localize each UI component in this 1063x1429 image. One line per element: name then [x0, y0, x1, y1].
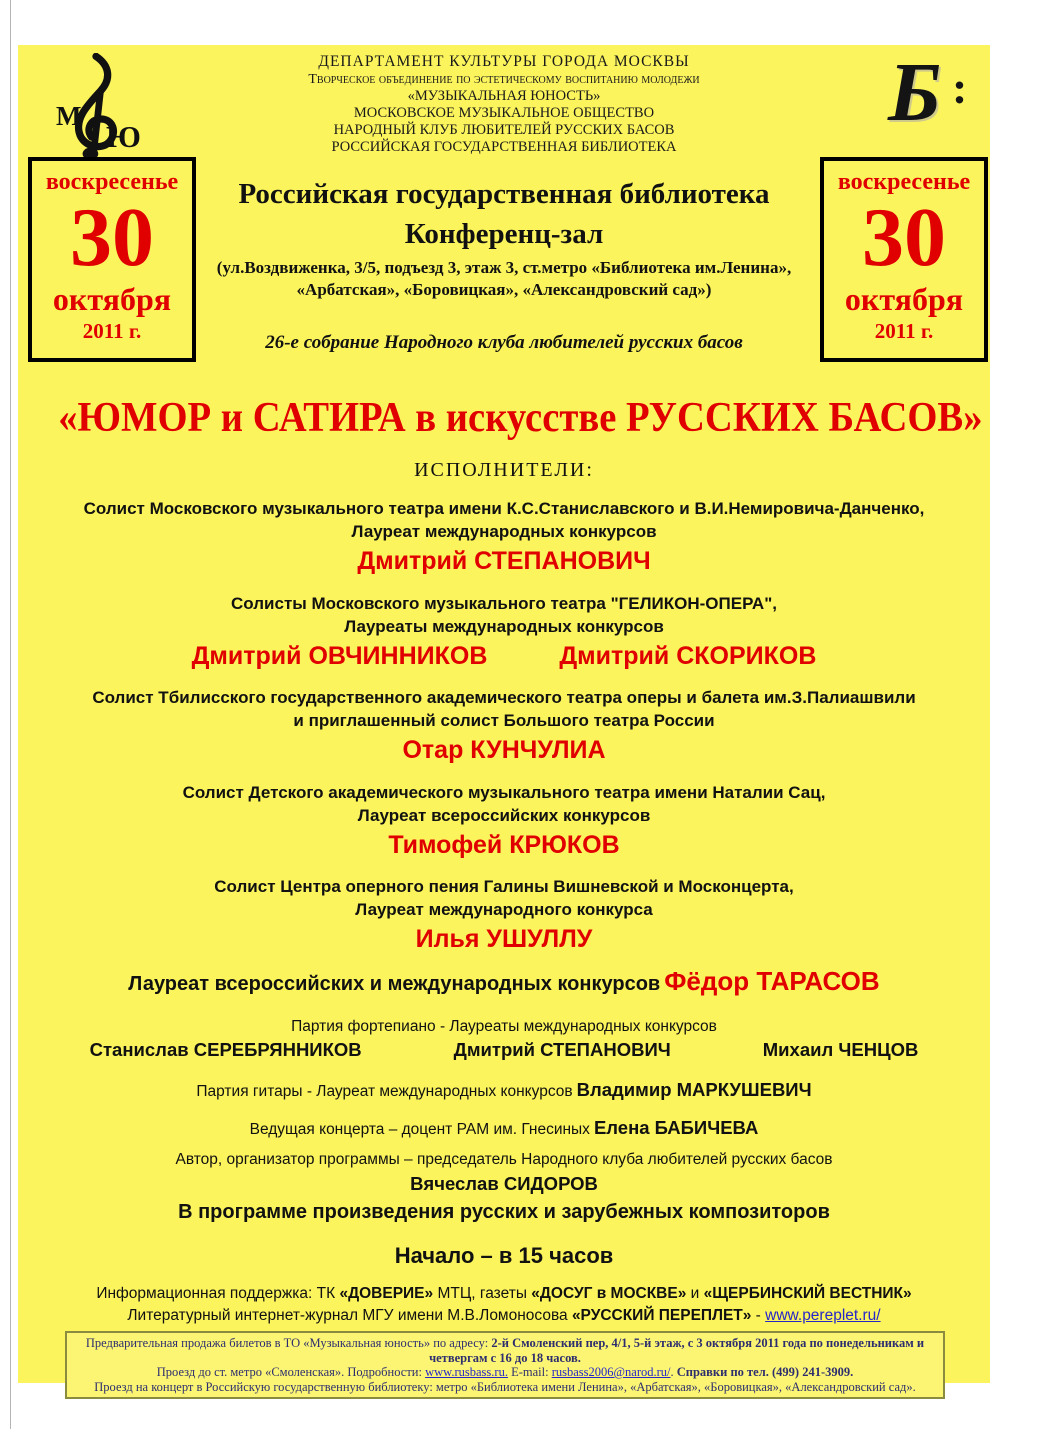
performer-block-ushullu: [18, 875, 990, 954]
concert-title: [18, 394, 990, 442]
venue-name: Российская государственная библиотека: [238, 178, 770, 210]
year-label: 2011 г.: [874, 319, 934, 343]
guitar-part-label: Партия гитары - Лауреат международных конкурсов: [196, 1083, 573, 1100]
organizer-line: МОСКОВСКОЕ МУЗЫКАЛЬНОЕ ОБЩЕСТВО: [353, 105, 655, 121]
author-name: Вячеслав СИДОРОВ: [410, 1173, 598, 1194]
ticket-phone-bold: Справки по тел. (499) 241-3909.: [676, 1365, 854, 1379]
performer-name: Илья УШУЛЛУ: [415, 925, 593, 953]
concert-poster: [18, 45, 990, 1394]
support-text: Информационная поддержка: ТК: [96, 1285, 340, 1302]
concert-title-text: «ЮМОР и САТИРА в искусстве РУССКИХ БАСОВ»: [58, 395, 983, 441]
performer-name: Фёдор ТАРАСОВ: [664, 966, 880, 996]
performer-desc: Солист Детского академического музыкального театра имени Наталии Сац,: [182, 783, 826, 802]
start-time: Начало – в 15 часов: [394, 1243, 614, 1268]
venue-hall: Конференц-зал: [404, 218, 604, 250]
piano-names-row: [18, 1039, 990, 1061]
email-link[interactable]: rusbass2006@narod.ru/: [551, 1365, 671, 1379]
performer-desc: и приглашенный солист Большого театра России: [293, 711, 715, 730]
media-support-line2: [18, 1305, 990, 1327]
support-media-name: «РУССКИЙ ПЕРЕПЛЕТ»: [571, 1307, 752, 1324]
page-edge-line: [10, 0, 11, 1429]
performer-desc: Лауреат международных конкурсов: [351, 522, 657, 541]
performer-name: Дмитрий СКОРИКОВ: [559, 642, 817, 670]
performer-block-kunchulia: [18, 686, 990, 765]
guitarist-name: Владимир МАРКУШЕВИЧ: [576, 1079, 812, 1100]
logo-letter-yu: Ю: [106, 119, 141, 154]
organizer-line: ДЕПАРТАМЕНТ КУЛЬТУРЫ ГОРОДА МОСКВЫ: [318, 53, 690, 70]
venue-address-line2: «Арбатская», «Боровицкая», «Александровский сад»): [296, 280, 712, 299]
bass-clef-dots-icon: :: [952, 62, 968, 113]
support-media-name: «ДОСУГ в МОСКВЕ»: [531, 1285, 687, 1302]
performer-name: Дмитрий СТЕПАНОВИЧ: [357, 547, 651, 575]
month-label: октября: [52, 281, 172, 317]
support-media-name: «ДОВЕРИЕ»: [339, 1285, 434, 1302]
ticket-info-box: [65, 1331, 945, 1399]
ticket-text: E-mail:: [507, 1365, 552, 1379]
host-label: Ведущая концерта – доцент РАМ им. Гнесиных: [249, 1121, 590, 1138]
performer-desc: Солист Тбилисского государственного академического театра оперы и балета им.З.Палиашвили: [92, 688, 916, 707]
ticket-address-bold: 2-й Смоленский пер, 4/1, 5-й этаж, с 3 октября 2011 года по понедельникам и четвергам с 16 до 18 часов.: [429, 1336, 925, 1365]
media-support-line1: [18, 1283, 990, 1305]
ticket-text: Проезд до ст. метро «Смоленская». Подробности:: [156, 1365, 426, 1379]
support-text: Литературный интернет-журнал МГУ имени М.В.Ломоносова: [127, 1307, 572, 1324]
support-text: МТЦ, газеты: [433, 1285, 532, 1302]
host-line: [18, 1117, 990, 1140]
performer-name: Тимофей КРЮКОВ: [388, 831, 620, 859]
organizer-line: НАРОДНЫЙ КЛУБ ЛЮБИТЕЛЕЙ РУССКИХ БАСОВ: [333, 122, 675, 138]
performers-heading: ИСПОЛНИТЕЛИ:: [414, 459, 594, 481]
day-number: 30: [70, 191, 154, 284]
performer-desc: Солист Московского музыкального театра имени К.С.Станиславского и В.И.Немировича-Данченко,: [83, 499, 925, 518]
rusbass-link[interactable]: www.rusbass.ru.: [425, 1365, 508, 1379]
organizer-line: РОССИЙСКАЯ ГОСУДАРСТВЕННАЯ БИБЛИОТЕКА: [331, 139, 677, 155]
year-label: 2011 г.: [82, 319, 142, 343]
guitar-part-line: [18, 1079, 990, 1102]
ticket-line2: [72, 1365, 938, 1380]
performer-block-stepanovich: [18, 497, 990, 576]
program-note: В программе произведения русских и зарубежных композиторов: [178, 1201, 830, 1223]
logo-letter-m: М: [56, 101, 82, 131]
piano-part-label: Партия фортепиано - Лауреаты международных конкурсов: [291, 1018, 717, 1035]
performer-desc: Лауреат всероссийских и международных конкурсов: [128, 973, 661, 995]
performer-block-kryukov: [18, 781, 990, 860]
performer-block-tarasov: [18, 966, 990, 997]
weekday-label: воскресенье: [45, 169, 179, 195]
weekday-label: воскресенье: [837, 169, 971, 195]
pereplet-link[interactable]: www.pereplet.ru/: [765, 1307, 881, 1324]
organizer-line: «МУЗЫКАЛЬНАЯ ЮНОСТЬ»: [407, 88, 601, 104]
host-name: Елена БАБИЧЕВА: [593, 1117, 759, 1138]
organizers-block: [18, 53, 990, 156]
support-text: и: [686, 1285, 704, 1302]
month-label: октября: [844, 281, 964, 317]
ticket-text: .: [670, 1365, 677, 1379]
pianist-name: Станислав СЕРЕБРЯННИКОВ: [89, 1039, 362, 1060]
performer-desc: Лауреат всероссийских конкурсов: [357, 806, 651, 825]
performer-name: Дмитрий ОВЧИННИКОВ: [191, 642, 488, 670]
performer-block-helikon: [18, 592, 990, 671]
performer-desc: Солист Центра оперного пения Галины Вишневской и Москонцерта,: [214, 877, 794, 896]
day-number: 30: [862, 191, 946, 284]
library-logo-letter: Б: [888, 46, 942, 139]
support-media-name: «ЩЕРБИНСКИЙ ВЕСТНИК»: [703, 1285, 912, 1302]
author-label: Автор, организатор программы – председатель Народного клуба любителей русских басов: [175, 1151, 833, 1168]
support-text: -: [751, 1307, 766, 1324]
performer-desc: Солисты Московского музыкального театра "ГЕЛИКОН-ОПЕРА",: [231, 594, 777, 613]
ticket-text: Предварительная продажа билетов в ТО «Музыкальная юность» по адресу:: [85, 1336, 492, 1350]
performer-name: Отар КУНЧУЛИА: [402, 736, 606, 764]
performer-desc: Лауреаты международных конкурсов: [344, 617, 664, 636]
performer-desc: Лауреат международного конкурса: [355, 900, 653, 919]
pianist-name: Михаил ЧЕНЦОВ: [762, 1039, 919, 1060]
ticket-line1: [72, 1336, 938, 1365]
pianist-name: Дмитрий СТЕПАНОВИЧ: [453, 1039, 671, 1060]
organizer-line: Творческое объединение по эстетическому воспитанию молодежи: [308, 72, 700, 87]
meeting-subtitle: 26-е собрание Народного клуба любителей русских басов: [265, 332, 743, 353]
ticket-line3: Проезд на концерт в Российскую государственную библиотеку: метро «Библиотека имени Ленина», «Арбатская», «Боровицкая», «Александровский сад».: [94, 1379, 916, 1394]
venue-address-line1: (ул.Воздвиженка, 3/5, подъезд 3, этаж 3, ст.метро «Библиотека им.Ленина»,: [216, 258, 792, 277]
author-name-line: [18, 1173, 990, 1195]
performer-names-row: [18, 641, 990, 671]
